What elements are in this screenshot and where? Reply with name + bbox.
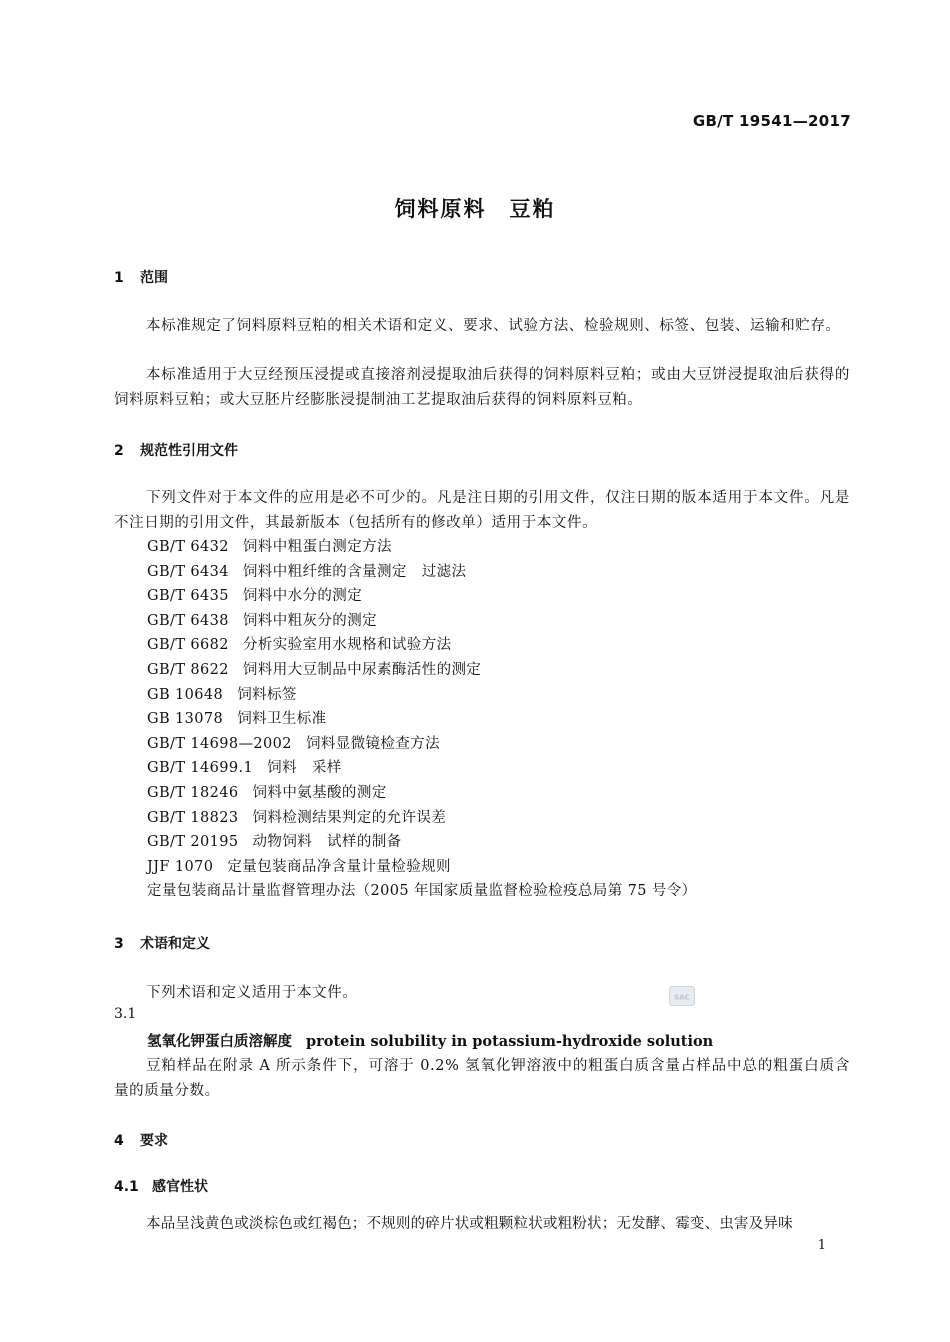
- watermark-text: SAC: [674, 993, 690, 1002]
- reference-code: GB 13078: [147, 711, 224, 728]
- standard-code: GB/T 19541—2017: [692, 112, 851, 130]
- reference-item: [147, 781, 697, 806]
- page-number: 1: [817, 1238, 826, 1253]
- reference-code: GB/T 18823: [147, 809, 239, 826]
- reference-title: 定量包装商品净含量计量检验规则: [227, 858, 451, 875]
- reference-item: [147, 732, 697, 757]
- scope-paragraph: 本标准规定了饲料原料豆粕的相关术语和定义、要求、试验方法、检验规则、标签、包装、运输和贮存。: [146, 318, 841, 334]
- reference-item: [147, 609, 697, 634]
- reference-title: 饲料中粗蛋白测定方法: [242, 539, 392, 555]
- reference-code: GB/T 6438: [147, 612, 229, 629]
- reference-item: [147, 633, 697, 658]
- subsection-number: 4.1: [114, 1179, 139, 1195]
- sac-watermark-icon: [669, 986, 695, 1006]
- section-title: 术语和定义: [140, 936, 210, 952]
- reference-item: [147, 683, 697, 708]
- term-definition: 豆粕样品在附录 A 所示条件下，可溶于 0.2% 氢氧化钾溶液中的粗蛋白质含量占样品中总的粗蛋白质含量的质量分数。: [114, 1058, 850, 1099]
- reference-item: [147, 707, 697, 732]
- reference-title: 饲料中氨基酸的测定: [252, 784, 387, 801]
- reference-code: GB/T 6682: [147, 637, 229, 654]
- sensory-text: 本品呈浅黄色或淡棕色或红褐色；不规则的碎片状或粗颗粒状或粗粉状；无发酵、霉变、虫害及异味: [146, 1216, 793, 1232]
- references-intro: 下列文件对于本文件的应用是必不可少的。凡是注日期的引用文件，仅注日期的版本适用于本文件。凡是不注日期的引用文件，其最新版本（包括所有的修改单）适用于本文件。: [114, 490, 850, 531]
- term-title: [147, 1030, 713, 1051]
- reference-item: [147, 756, 697, 781]
- section-4-heading: [114, 1130, 168, 1150]
- section-3-heading: [114, 933, 210, 953]
- section-number: 4: [114, 1133, 124, 1149]
- term-number: 3.1: [114, 1006, 137, 1022]
- reference-item: [147, 879, 697, 904]
- reference-code: GB/T 14699.1: [147, 760, 254, 777]
- reference-code: GB 10648: [147, 686, 224, 703]
- section-1-heading: [114, 267, 168, 287]
- reference-item: [147, 806, 697, 831]
- reference-title: 饲料显微镜检查方法: [305, 735, 441, 752]
- reference-title: 分析实验室用水规格和试验方法: [242, 637, 452, 654]
- terms-intro: 下列术语和定义适用于本文件。: [146, 985, 358, 1001]
- reference-item: [147, 855, 697, 880]
- section-number: 2: [114, 443, 124, 459]
- section-title: 要求: [140, 1133, 168, 1149]
- reference-item: [147, 830, 697, 855]
- reference-code: GB/T 6435: [147, 588, 229, 605]
- reference-title: 饲料检测结果判定的允许误差: [252, 809, 447, 826]
- scope-paragraph: 本标准适用于大豆经预压浸提或直接溶剂浸提取油后获得的饲料原料豆粕；或由大豆饼浸提取油后获得的饲料原料豆粕；或大豆胚片经膨胀浸提制油工艺提取油后获得的饲料原料豆粕。: [114, 367, 850, 408]
- document-title: 饲料原料 豆粕: [394, 197, 556, 221]
- reference-list: [147, 535, 697, 904]
- section-number: 3: [114, 936, 124, 952]
- reference-title: 饲料中水分的测定: [242, 588, 363, 605]
- section-number: 1: [114, 270, 124, 286]
- term-title-cn: 氢氧化钾蛋白质溶解度: [147, 1034, 292, 1050]
- reference-item: [147, 584, 697, 609]
- reference-item: [147, 535, 697, 560]
- reference-code: GB/T 20195: [147, 834, 239, 851]
- reference-code: GB/T 8622: [147, 661, 229, 678]
- section-4-1-heading: [114, 1176, 208, 1196]
- reference-title: 定量包装商品计量监督管理办法（2005 年国家质量监督检验检疫总局第 75 号令）: [147, 883, 697, 900]
- section-title: 范围: [140, 270, 168, 286]
- section-2-heading: [114, 440, 238, 460]
- subsection-title: 感官性状: [152, 1179, 208, 1195]
- reference-title: 饲料卫生标准: [237, 711, 327, 728]
- reference-code: GB/T 14698—2002: [147, 735, 292, 752]
- reference-title: 饲料 采样: [267, 760, 342, 777]
- reference-title: 动物饲料 试样的制备: [252, 834, 402, 851]
- reference-title: 饲料中粗纤维的含量测定 过滤法: [242, 563, 467, 580]
- reference-code: JJF 1070: [147, 858, 214, 875]
- reference-title: 饲料用大豆制品中尿素酶活性的测定: [242, 661, 482, 678]
- reference-code: GB/T 6432: [147, 539, 229, 555]
- reference-title: 饲料中粗灰分的测定: [242, 612, 378, 629]
- term-title-en: protein solubility in potassium-hydroxide solution: [306, 1033, 714, 1050]
- reference-title: 饲料标签: [237, 686, 297, 703]
- reference-code: GB/T 6434: [147, 563, 229, 580]
- reference-code: GB/T 18246: [147, 784, 239, 801]
- reference-item: [147, 560, 697, 585]
- section-title: 规范性引用文件: [140, 443, 238, 459]
- reference-item: [147, 658, 697, 683]
